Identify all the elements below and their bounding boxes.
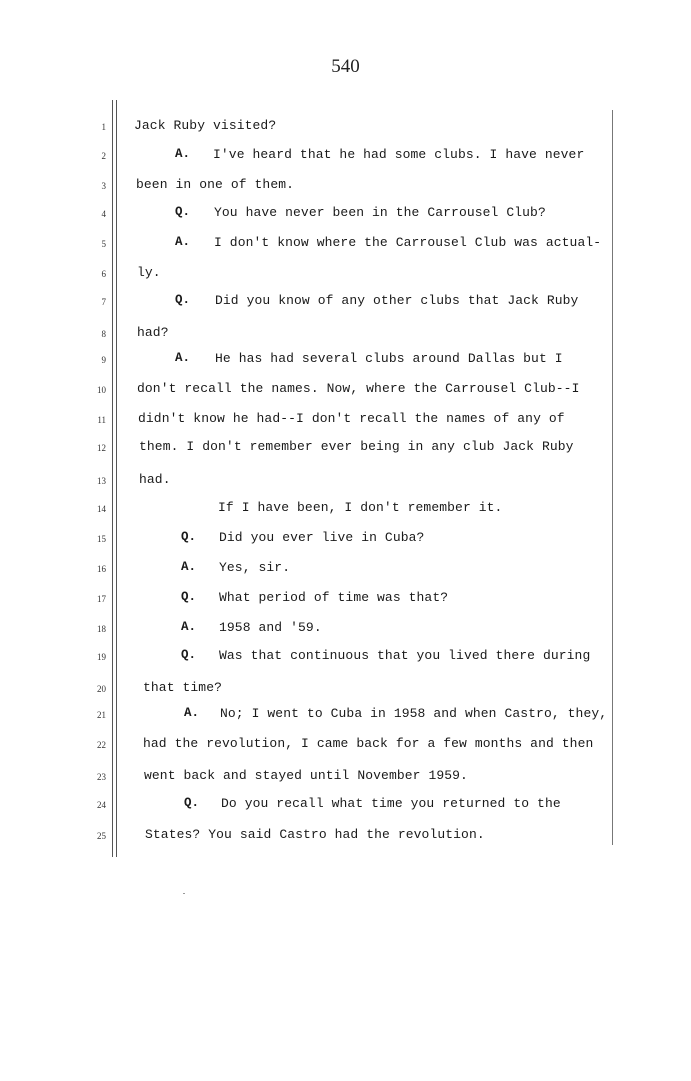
transcript-line [0, 767, 691, 787]
transcript-line [0, 826, 691, 846]
line-number: 24 [97, 800, 106, 810]
line-number: 13 [97, 476, 106, 486]
line-text: had. [139, 472, 171, 487]
line-number: 17 [97, 594, 106, 604]
line-number: 3 [101, 181, 106, 191]
line-text: I've heard that he had some clubs. I have never [213, 147, 585, 162]
line-text: No; I went to Cuba in 1958 and when Castro, they, [220, 706, 608, 721]
line-text: Was that continuous that you lived there during [219, 648, 591, 663]
line-number: 5 [101, 239, 106, 249]
transcript-line [0, 619, 691, 639]
transcript-line [0, 679, 691, 699]
line-number: 22 [97, 740, 106, 750]
transcript-line [0, 292, 691, 312]
answer-label: A. [175, 147, 191, 161]
transcript-line [0, 380, 691, 400]
line-number: 1 [101, 122, 106, 132]
transcript-line [0, 705, 691, 725]
transcript-line [0, 499, 691, 519]
line-text: Did you know of any other clubs that Jack Ruby [215, 293, 579, 308]
answer-label: A. [181, 620, 197, 634]
line-number: 19 [97, 652, 106, 662]
line-number: 2 [101, 151, 106, 161]
line-text: had? [137, 325, 169, 340]
scan-speck [183, 893, 185, 894]
question-label: Q. [184, 796, 200, 810]
line-number: 25 [97, 831, 106, 841]
transcript-line [0, 529, 691, 549]
line-text: States? You said Castro had the revolution. [145, 827, 485, 842]
question-label: Q. [175, 293, 191, 307]
transcript-line [0, 647, 691, 667]
transcript-line [0, 146, 691, 166]
transcript-line [0, 559, 691, 579]
line-number: 20 [97, 684, 106, 694]
line-number: 6 [101, 269, 106, 279]
transcript-line [0, 471, 691, 491]
question-label: Q. [175, 205, 191, 219]
question-label: Q. [181, 590, 197, 604]
question-label: Q. [181, 530, 197, 544]
line-text: If I have been, I don't remember it. [218, 500, 503, 515]
line-text: I don't know where the Carrousel Club was actual- [214, 235, 602, 250]
transcript-line [0, 117, 691, 137]
line-text: them. I don't remember ever being in any club Jack Ruby [139, 439, 574, 454]
transcript-line [0, 234, 691, 254]
line-number: 21 [97, 710, 106, 720]
line-number: 10 [97, 385, 106, 395]
answer-label: A. [181, 560, 197, 574]
line-text: Do you recall what time you returned to the [221, 796, 561, 811]
answer-label: A. [175, 351, 191, 365]
line-number: 7 [101, 297, 106, 307]
line-number: 8 [101, 329, 106, 339]
line-text: Jack Ruby visited? [134, 118, 277, 133]
line-number: 16 [97, 564, 106, 574]
line-text: that time? [143, 680, 223, 695]
line-text: ly. [137, 265, 161, 280]
transcript-line [0, 735, 691, 755]
line-text: went back and stayed until November 1959. [144, 768, 468, 783]
line-number: 11 [97, 415, 106, 425]
line-number: 4 [101, 209, 106, 219]
line-text: You have never been in the Carrousel Club? [214, 205, 546, 220]
line-text: Did you ever live in Cuba? [219, 530, 425, 545]
answer-label: A. [184, 706, 200, 720]
question-label: Q. [181, 648, 197, 662]
transcript-line [0, 795, 691, 815]
line-number: 14 [97, 504, 106, 514]
line-number: 12 [97, 443, 106, 453]
line-text: don't recall the names. Now, where the Carrousel Club--I [137, 381, 580, 396]
line-text: been in one of them. [136, 177, 295, 192]
transcript-line [0, 410, 691, 430]
transcript-line [0, 264, 691, 284]
transcript-line [0, 324, 691, 344]
line-number: 9 [101, 355, 106, 365]
line-text: 1958 and '59. [219, 620, 322, 635]
line-text: Yes, sir. [219, 560, 291, 575]
transcript-line [0, 589, 691, 609]
line-number: 18 [97, 624, 106, 634]
transcript-line [0, 176, 691, 196]
transcript-line [0, 350, 691, 370]
line-text: had the revolution, I came back for a few months and then [143, 736, 594, 751]
line-text: What period of time was that? [219, 590, 449, 605]
transcript-line [0, 204, 691, 224]
line-number: 15 [97, 534, 106, 544]
line-text: didn't know he had--I don't recall the names of any of [138, 411, 565, 426]
transcript-line [0, 438, 691, 458]
line-text: He has had several clubs around Dallas but I [215, 351, 563, 366]
line-number: 23 [97, 772, 106, 782]
answer-label: A. [175, 235, 191, 249]
page-number: 540 [331, 56, 360, 77]
